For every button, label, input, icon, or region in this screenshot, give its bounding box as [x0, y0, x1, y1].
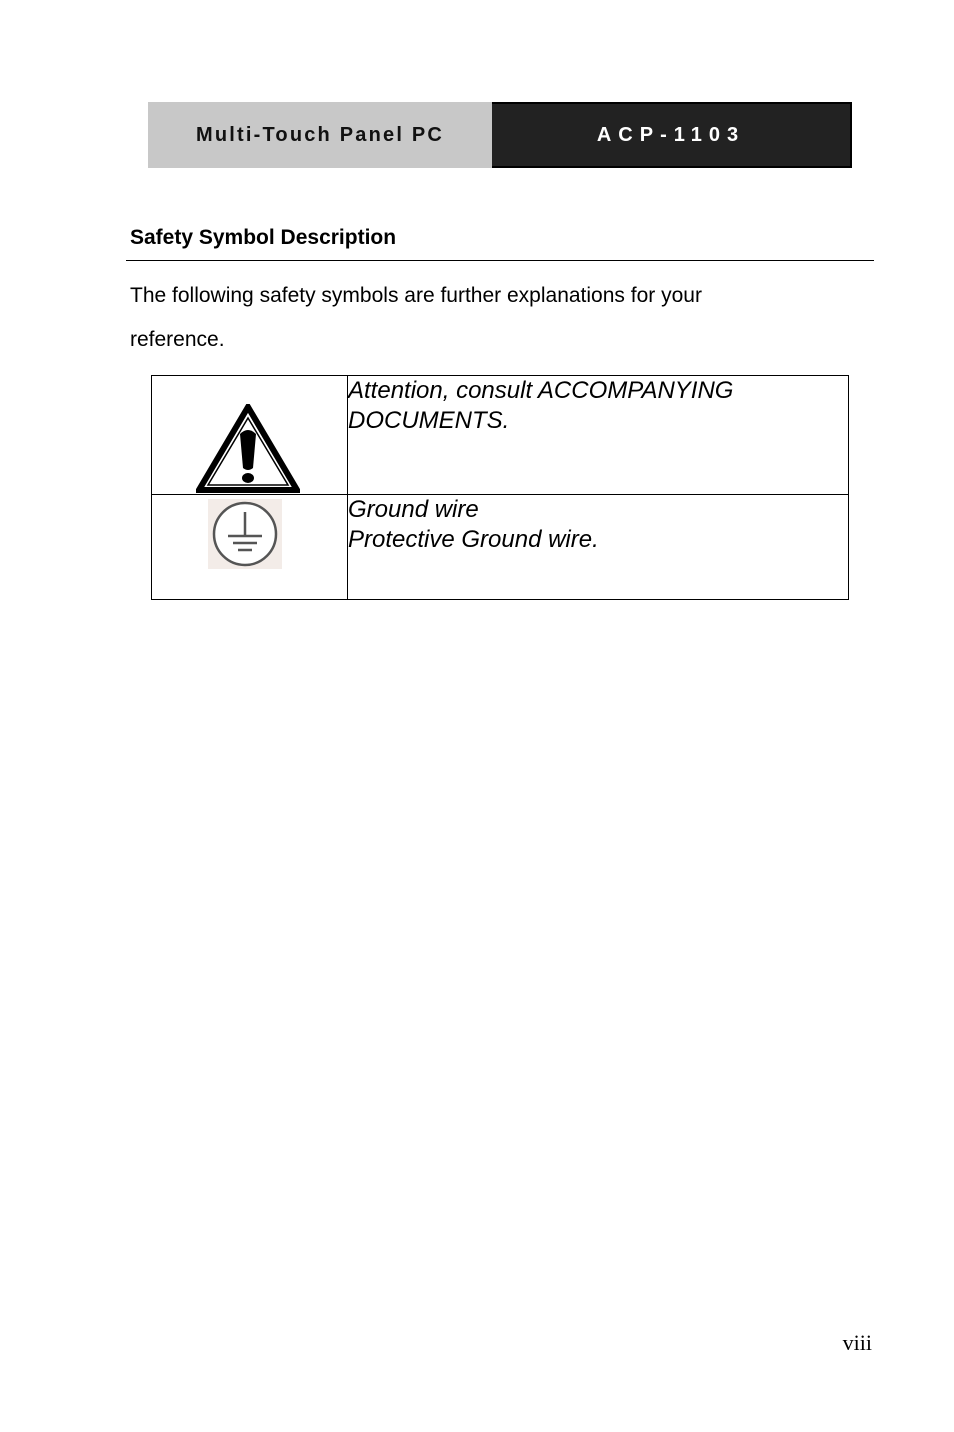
attention-line-1: Attention, consult ACCOMPANYING	[348, 377, 734, 404]
model-label: ACP-1103	[596, 123, 746, 146]
product-line-label: Multi-Touch Panel PC	[195, 123, 445, 146]
symbol-description	[348, 376, 849, 495]
table-row	[152, 376, 849, 495]
protective-ground-icon	[208, 499, 282, 569]
intro-paragraph	[130, 274, 830, 362]
warning-triangle-icon	[196, 404, 300, 494]
ground-line-2: Protective Ground wire.	[348, 526, 599, 553]
symbol-icon-cell	[152, 376, 348, 495]
attention-line-2: DOCUMENTS.	[348, 407, 510, 434]
section-divider	[126, 260, 874, 261]
page-number: viii	[842, 1330, 872, 1355]
table-row	[152, 495, 849, 600]
header-model	[492, 102, 852, 168]
safety-symbol-table	[151, 375, 849, 600]
section-title: Safety Symbol Description	[130, 226, 397, 249]
symbol-icon-cell	[152, 495, 348, 600]
intro-line-1: The following safety symbols are further explanations for your	[130, 284, 702, 307]
symbol-description	[348, 495, 849, 600]
header-product-line	[148, 102, 492, 168]
ground-line-1: Ground wire	[348, 496, 479, 523]
intro-line-2: reference.	[130, 328, 225, 351]
